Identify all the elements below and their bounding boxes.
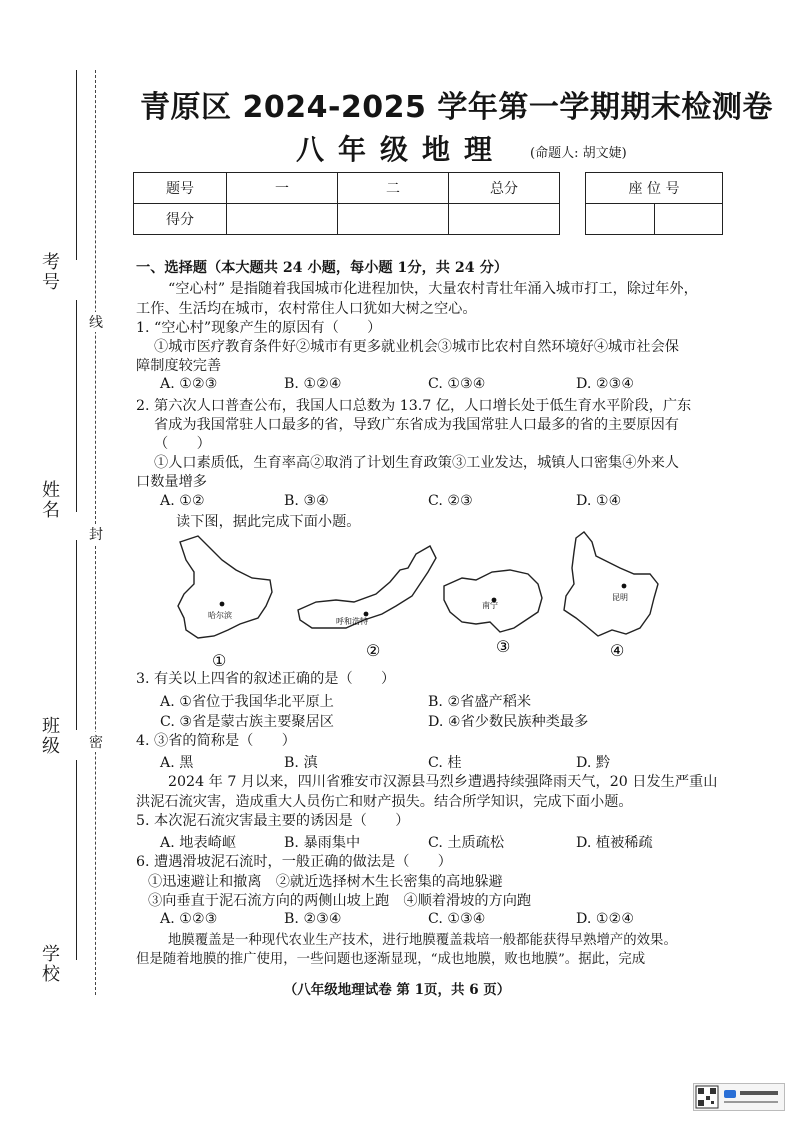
province-map-3: [444, 570, 542, 656]
question-stem: 省成为我国常驻人口最多的省，导致广东省成为我国常驻人口最多的省的主要原因有: [154, 417, 679, 433]
score-header-cell: 总分: [449, 173, 560, 204]
answer-option[interactable]: C. ①③④: [428, 911, 486, 927]
answer-option[interactable]: B. 暴雨集中: [284, 835, 361, 851]
seat-number-label: 座 位 号: [586, 173, 723, 204]
map-number-label: ③: [496, 637, 511, 656]
school-label: 学校: [39, 944, 60, 984]
map-number-label: ①: [212, 651, 227, 670]
seal-mark-secret: 密: [89, 732, 103, 752]
province-map-2: [298, 546, 436, 660]
answer-option[interactable]: C. 土质疏松: [428, 835, 505, 851]
map-number-label: ②: [366, 641, 381, 660]
score-row-label: 得分: [134, 204, 227, 235]
answer-option[interactable]: C. ③省是蒙古族主要聚居区: [160, 714, 334, 730]
map-city-label: 昆明: [612, 593, 628, 602]
question-stem: 1. “空心村”现象产生的原因有（ ）: [136, 320, 382, 336]
answer-option[interactable]: A. 地表崎岖: [160, 835, 237, 851]
passage-text: 工作、生活均在城市，农村常住人口犹如大树之空心。: [136, 301, 477, 317]
answer-option[interactable]: D. ①②④: [576, 911, 635, 927]
question-stem: 3. 有关以上四省的叙述正确的是（ ）: [136, 671, 396, 687]
score-header-cell: 二: [338, 173, 449, 204]
seal-mark-line: 线: [89, 312, 103, 332]
answer-option[interactable]: B. 滇: [284, 755, 318, 771]
score-header-cell: 题号: [134, 173, 227, 204]
answer-option[interactable]: C. ②③: [428, 493, 473, 509]
passage-text: “空心村” 是指随着我国城市化进程加快，大量农村青壮年涌入城市打工，除过年外，: [168, 281, 698, 297]
map-city-label: 哈尔滨: [208, 611, 232, 620]
province-map-1: [178, 536, 272, 670]
score-cell[interactable]: [449, 204, 560, 235]
exam-no-underline: [76, 70, 77, 260]
province-maps-figure: [140, 528, 700, 670]
answer-option[interactable]: C. 桂: [428, 755, 462, 771]
passage-text: 但是随着地膜的推广使用，一些问题也逐渐显现，“成也地膜，败也地膜”。据此，完成: [136, 952, 646, 967]
answer-option[interactable]: C. ①③④: [428, 376, 486, 392]
name-label: 姓名: [39, 480, 60, 520]
score-header-cell: 一: [227, 173, 338, 204]
instruction-text: 读下图，据此完成下面小题。: [176, 514, 361, 530]
page-footer: （八年级地理试卷 第 1页，共 6 页）: [283, 982, 511, 998]
answer-option[interactable]: B. ③④: [284, 493, 329, 509]
score-table: [133, 172, 560, 235]
answer-option[interactable]: B. ①②④: [284, 376, 342, 392]
question-stem: 6. 遭遇滑坡泥石流时，一般正确的做法是（ ）: [136, 854, 452, 870]
answer-option[interactable]: A. ①②③: [160, 376, 218, 392]
section-heading: 一、选择题（本大题共 24 小题，每小题 1分，共 24 分）: [136, 260, 508, 276]
answer-option[interactable]: A. ①省位于我国华北平原上: [160, 694, 334, 710]
seat-number-table: [585, 172, 723, 235]
class-underline: [76, 540, 77, 730]
map-number-label: ④: [610, 641, 625, 660]
answer-option[interactable]: D. ②③④: [576, 376, 635, 392]
answer-option[interactable]: D. 黔: [576, 755, 611, 771]
exam-subtitle: 八年级地理: [296, 133, 507, 166]
question-stem: 4. ③省的简称是（ ）: [136, 733, 296, 749]
answer-option[interactable]: A. 黑: [160, 755, 194, 771]
seat-number-cell[interactable]: [654, 204, 723, 235]
passage-text: 地膜覆盖是一种现代农业生产技术，进行地膜覆盖栽培一般都能获得早熟增产的效果。: [168, 933, 677, 948]
question-statement: ①迅速避让和撤离 ②就近选择树木生长密集的高地躲避: [148, 874, 503, 890]
score-cell[interactable]: [338, 204, 449, 235]
question-statement: ①城市医疗教育条件好②城市有更多就业机会③城市比农村自然环境好④城市社会保: [154, 339, 679, 355]
exam-no-label: 考号: [39, 252, 60, 292]
question-statement: ①人口素质低，生育率高②取消了计划生育政策③工业发达，城镇人口密集④外来人: [154, 455, 679, 471]
answer-option[interactable]: A. ①②: [160, 493, 205, 509]
answer-option[interactable]: B. ②③④: [284, 911, 342, 927]
score-cell[interactable]: [227, 204, 338, 235]
seat-number-cell[interactable]: [586, 204, 655, 235]
answer-option[interactable]: A. ①②③: [160, 911, 218, 927]
question-statement: 障制度较完善: [136, 358, 222, 374]
answer-option[interactable]: D. ①④: [576, 493, 622, 509]
question-stem: 5. 本次泥石流灾害最主要的诱因是（ ）: [136, 813, 410, 829]
name-underline: [76, 300, 77, 512]
question-stem: （ ）: [154, 436, 211, 452]
question-statement: ③向垂直于泥石流方向的两侧山坡上跑 ④顺着滑坡的方向跑: [148, 893, 532, 909]
exam-title: 青原区 2024-2025 学年第一学期期末检测卷: [140, 90, 773, 125]
map-city-label: 呼和浩特: [336, 617, 368, 626]
answer-option[interactable]: D. ④省少数民族种类最多: [428, 714, 589, 730]
passage-text: 洪泥石流灾害，造成重大人员伤亡和财产损失。结合所学知识，完成下面小题。: [136, 794, 633, 810]
answer-option[interactable]: D. 植被稀疏: [576, 835, 653, 851]
class-label: 班级: [39, 716, 60, 756]
map-city-label: 南宁: [482, 601, 498, 610]
passage-text: 2024 年 7 月以来，四川省雅安市汉源县马烈乡遭遇持续强降雨天气，20 日发生严重山: [168, 774, 718, 790]
school-underline: [76, 760, 77, 960]
seal-mark-seal: 封: [89, 524, 103, 544]
province-map-4: [564, 532, 658, 660]
question-stem: 2. 第六次人口普查公布，我国人口总数为 13.7 亿，人口增长处于低生育水平阶段，广东: [136, 398, 692, 414]
answer-option[interactable]: B. ②省盛产稻米: [428, 694, 532, 710]
scanner-watermark: [693, 1083, 785, 1111]
question-setter: (命题人: 胡文婕): [530, 146, 627, 161]
question-statement: 口数量增多: [136, 474, 207, 490]
